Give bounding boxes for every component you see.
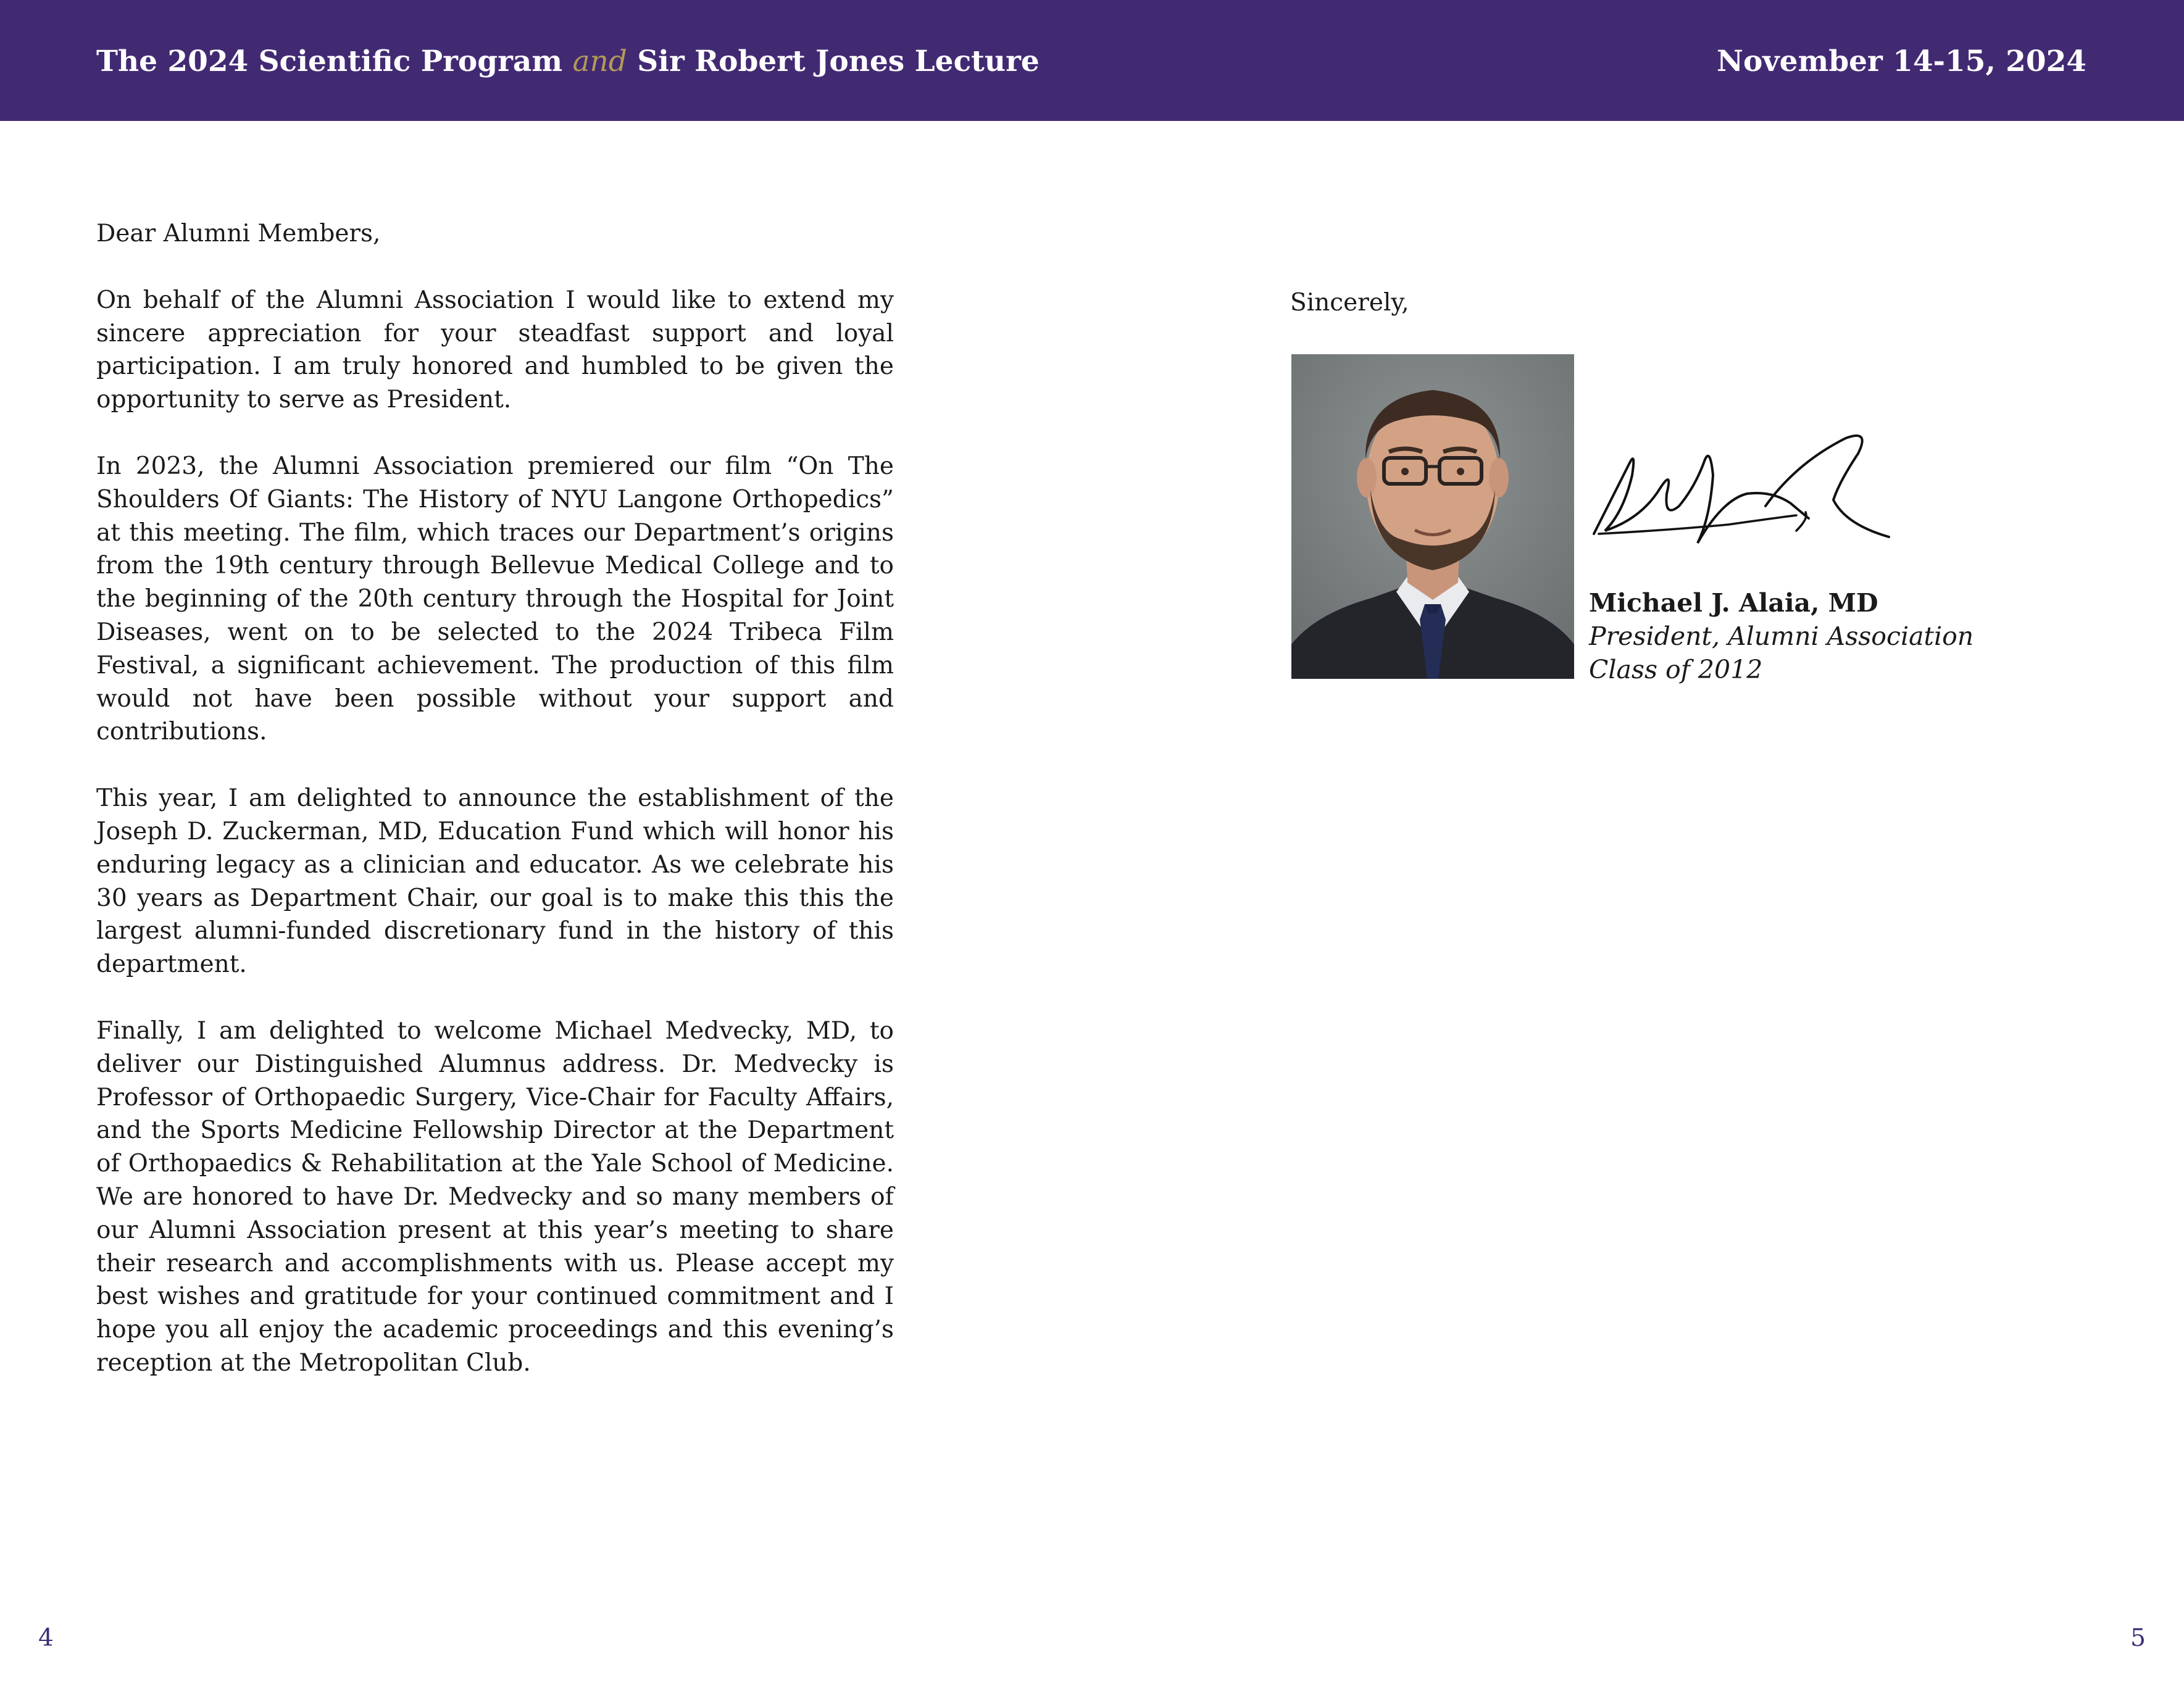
signer-block (1589, 586, 1974, 686)
header-title (96, 44, 1040, 78)
signer-role: President, Alumni Association (1589, 621, 1974, 651)
header-title-conjunction: and (572, 44, 627, 78)
letter-paragraph: Finally, I am delighted to welcome Michael Medvecky, MD, to deliver our Distinguished Alumnus address. Dr. Medvecky is Professor of Orthopaedic Surgery, Vice-Chair for Faculty Affairs, and the Sports Medicine Fellowship Director at the Department of Orthopaedics & Rehabilitation at the Yale School of Medicine. We are honored to have Dr. Medvecky and so many members of our Alumni Association present at this year’s meeting to share their research and accomplishments with us. Please accept my best wishes and gratitude for your continued commitment and I hope you all enjoy the academic proceedings and this evening’s reception at the Metropolitan Club. (96, 1016, 894, 1377)
letter-salutation: Dear Alumni Members, (96, 220, 381, 247)
header-date: November 14-15, 2024 (1717, 44, 2086, 78)
signature-image (1586, 426, 1895, 555)
page-number-right: 5 (2130, 1624, 2146, 1652)
author-photo (1291, 354, 1574, 679)
letter-paragraph: On behalf of the Alumni Association I would like to extend my sincere appreciation for your steadfast support and loyal participation. I am truly honored and humbled to be given the opportunity to serve as President. (96, 286, 894, 414)
signer-class: Class of 2012 (1589, 655, 1763, 684)
page-number-left: 4 (38, 1624, 54, 1652)
letter-closing: Sincerely, (1290, 289, 1409, 317)
header-title-part1: The 2024 Scientific Program (96, 44, 563, 78)
letter-body (96, 217, 894, 1413)
page-header (0, 0, 2184, 121)
signer-name: Michael J. Alaia, MD (1589, 588, 1878, 618)
letter-paragraph: This year, I am delighted to announce the establishment of the Joseph D. Zuckerman, MD, Education Fund which will honor his enduring legacy as a clinician and educator. As we celebrate his 30 years as Department Chair, our goal is to make this this the largest alumni-funded discretionary fund in the history of this department. (96, 784, 894, 979)
letter-paragraph: In 2023, the Alumni Association premiered our film “On The Shoulders Of Giants: The History of NYU Langone Orthopedics” at this meeting. The film, which traces our Department’s origins from the 19th century through Bellevue Medical College and to the beginning of the 20th century through the Hospital for Joint Diseases, went on to be selected to the 2024 Tribeca Film Festival, a significant achievement. The production of this film would not have been possible without your support and contributions. (96, 452, 894, 746)
header-title-part2: Sir Robert Jones Lecture (637, 44, 1040, 78)
